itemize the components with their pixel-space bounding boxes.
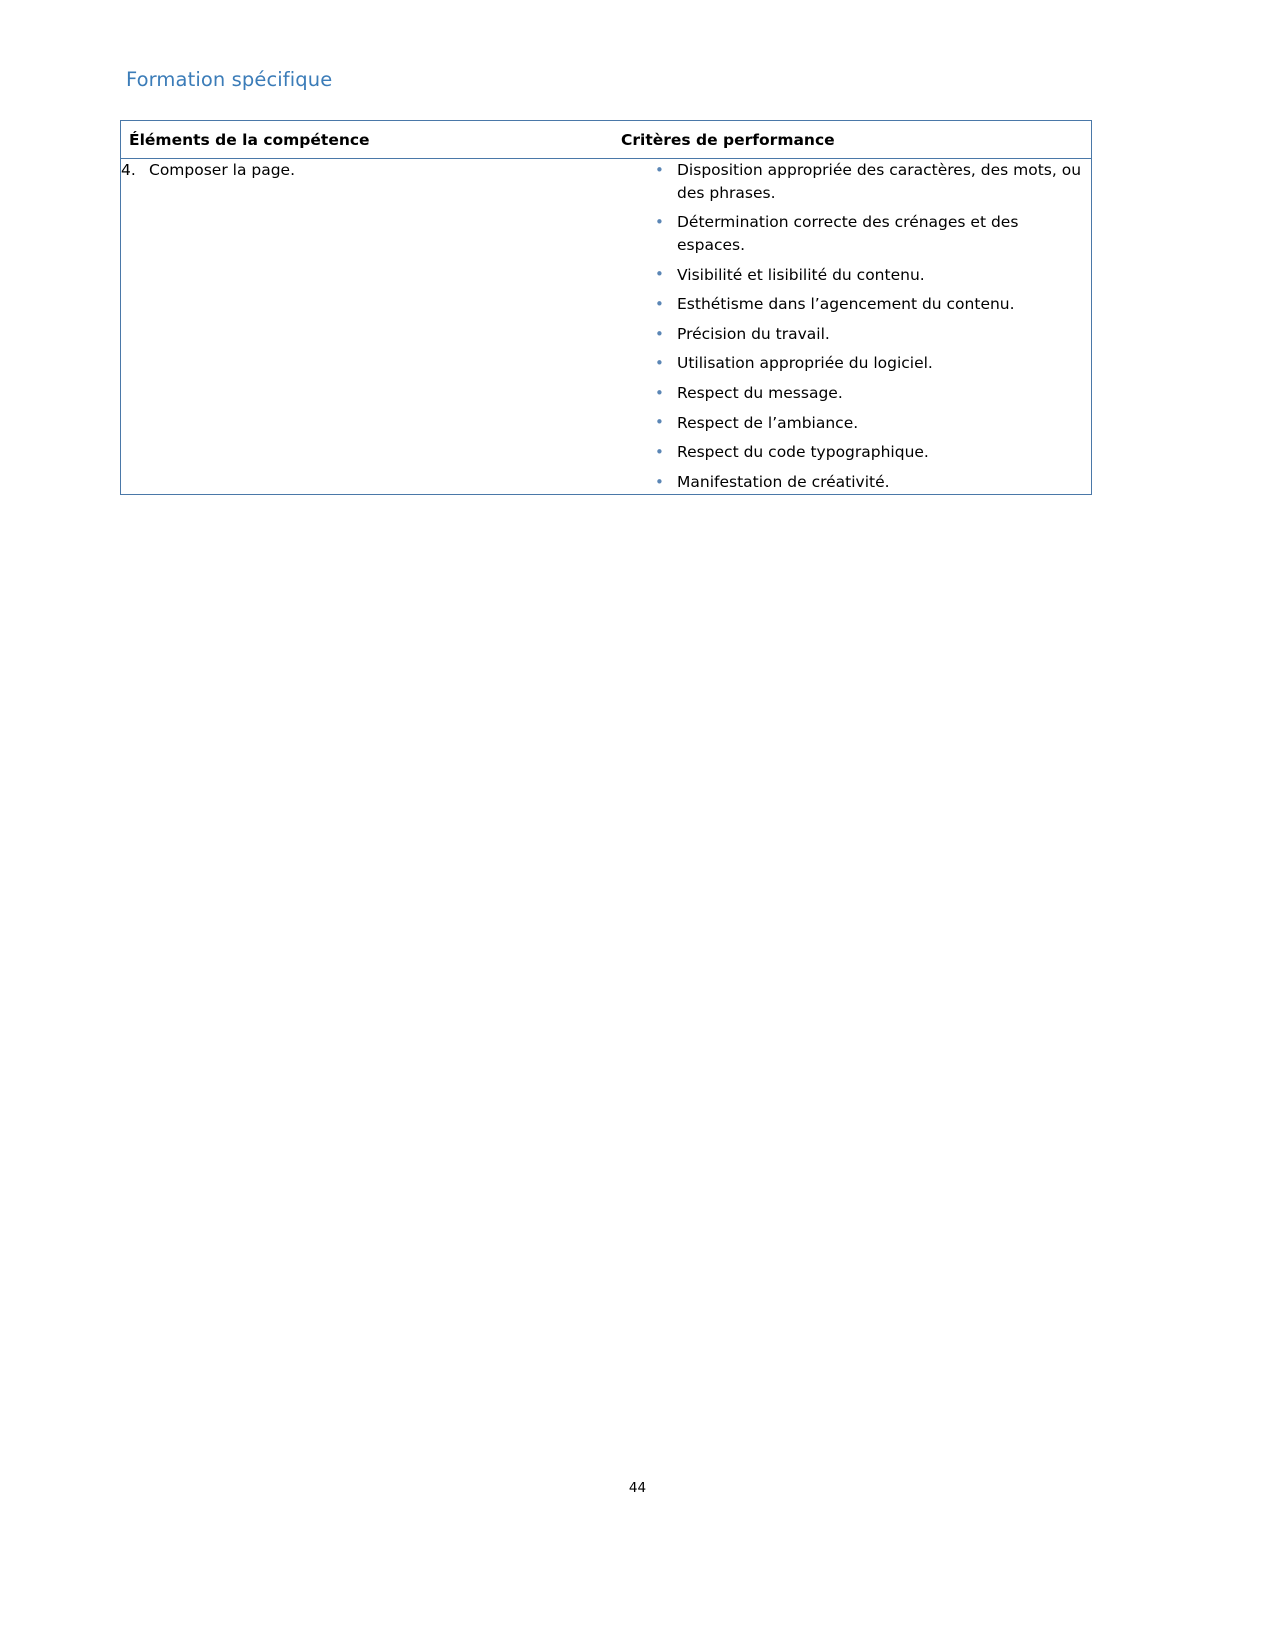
column-header-elements: Éléments de la compétence xyxy=(121,121,614,159)
criteria-text: Esthétisme dans l’agencement du contenu. xyxy=(677,295,1015,314)
list-item xyxy=(613,323,1091,346)
bullet-icon: • xyxy=(655,354,664,373)
list-item xyxy=(613,352,1091,375)
bullet-icon: • xyxy=(655,383,664,402)
criteria-text: Détermination correcte des crénages et des espaces. xyxy=(677,213,1019,254)
competency-table xyxy=(120,120,1092,495)
bullet-icon: • xyxy=(655,265,664,284)
element-label: Composer la page. xyxy=(149,161,296,179)
bullet-icon: • xyxy=(655,472,664,491)
criteria-text: Respect du message. xyxy=(677,384,843,402)
list-item xyxy=(613,471,1091,494)
bullet-icon: • xyxy=(655,213,664,231)
bullet-icon: • xyxy=(655,160,664,179)
column-header-criteria: Critères de performance xyxy=(613,121,1092,159)
list-item xyxy=(121,159,613,181)
bullet-icon: • xyxy=(655,443,664,461)
element-number: 4. xyxy=(121,161,136,179)
list-item xyxy=(613,211,1091,256)
elements-cell xyxy=(121,159,614,495)
criteria-text: Disposition appropriée des caractères, des mots, ou des phrases. xyxy=(677,161,1082,202)
bullet-icon: • xyxy=(655,294,664,313)
list-item xyxy=(613,264,1091,287)
bullet-icon: • xyxy=(655,413,664,432)
list-item xyxy=(613,159,1091,204)
list-item xyxy=(613,293,1091,316)
list-item xyxy=(613,412,1091,435)
criteria-text: Visibilité et lisibilité du contenu. xyxy=(677,265,925,284)
list-item xyxy=(613,441,1091,464)
bullet-icon: • xyxy=(655,324,664,343)
table-row xyxy=(121,159,1092,495)
criteria-text: Utilisation appropriée du logiciel. xyxy=(677,354,933,373)
table-header-row xyxy=(121,121,1092,159)
list-item xyxy=(613,382,1091,405)
criteria-text: Respect du code typographique. xyxy=(677,443,929,462)
criteria-list xyxy=(613,159,1091,494)
criteria-text: Précision du travail. xyxy=(677,324,830,343)
criteria-text: Manifestation de créativité. xyxy=(677,472,890,491)
page-header-title: Formation spécifique xyxy=(126,68,333,91)
criteria-text: Respect de l’ambiance. xyxy=(677,413,859,432)
criteria-cell xyxy=(613,159,1092,495)
page-number: 44 xyxy=(628,1480,647,1496)
